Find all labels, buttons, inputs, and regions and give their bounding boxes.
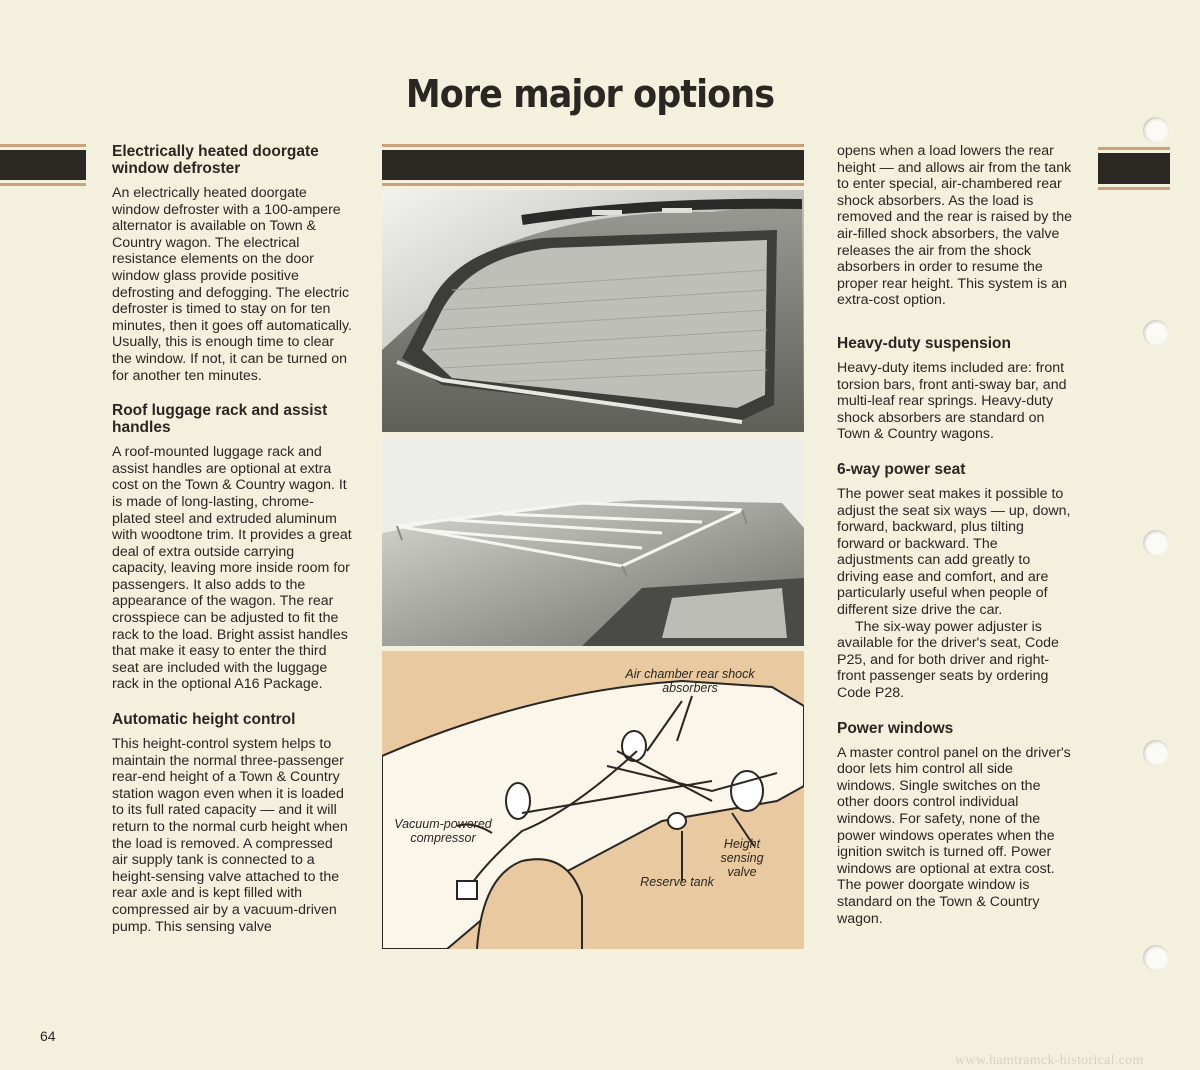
label-reserve-tank: Reserve tank — [640, 875, 714, 889]
right-stripe-top — [1098, 147, 1170, 150]
middle-stripe-top — [382, 144, 804, 147]
section-defroster — [112, 143, 352, 384]
page-number: 64 — [40, 1028, 56, 1044]
body-height-control: This height-control system helps to maintain the normal three-passenger rear-end height of a Town & Country station wagon even when it is loaded to its full rated capacity — and it will return to the normal curb height when the load is removed. A compressed air supply tank is connected to a height-sensing valve attached to the rear axle and is kept filled with compressed air by a vacuum-driven pump. This sensing valve — [112, 736, 348, 935]
binder-hole — [1143, 117, 1169, 143]
right-stripe-bottom — [1098, 187, 1170, 190]
section-power-seat — [837, 461, 1073, 702]
photo-luggage-rack — [382, 438, 804, 646]
heading-power-windows: Power windows — [837, 719, 954, 737]
section-luggage-rack — [112, 402, 352, 693]
binder-hole — [1143, 945, 1169, 971]
heading-defroster: Electrically heated doorgate window defroster — [112, 143, 319, 177]
section-heavy-duty-suspension — [837, 335, 1073, 443]
binder-hole — [1143, 320, 1169, 346]
source-credit: www.hamtramck-historical.com — [955, 1053, 1144, 1068]
body-defroster: An electrically heated doorgate window defroster with a 100-ampere alternator is available on Town & Country wagon. The electrical resistance elements on the door window glass provide positive defrosting and defogging. The electric defroster is timed to stay on for ten minutes, then it goes off automatically. Usually, this is enough time to clear the window. If not, it can be turned on for another ten minutes. — [112, 185, 353, 384]
label-compressor: Vacuum-powered compressor — [394, 817, 492, 845]
heading-power-seat: 6-way power seat — [837, 460, 966, 478]
heading-height-control: Automatic height control — [112, 711, 296, 729]
heading-luggage-rack: Roof luggage rack and assist handles — [112, 402, 328, 437]
right-bar — [1098, 153, 1170, 184]
body-power-windows: A master control panel on the driver's door lets him control all side windows. Single switches on the other doors control individual windows. For safety, none of the power windows operates when the ignition switch is turned off. Power windows are optional at extra cost. The power doorgate window is standard on the Town & Country wagon. — [837, 744, 1071, 927]
photo-rear-window — [382, 190, 804, 432]
diagram-height-control — [382, 651, 804, 949]
heading-heavy-duty-suspension: Heavy-duty suspension — [837, 334, 1011, 352]
right-column — [837, 143, 1073, 945]
left-stripe-top — [0, 144, 86, 147]
body-power-seat: The power seat makes it possible to adjust the seat six ways — up, down, forward, backward, plus tilting forward or backward. The adjustments can add greatly to driving ease and comfort, and are particularly useful when people of different size drive the car. — [837, 485, 1071, 619]
left-stripe-bottom — [0, 183, 86, 186]
label-air-chamber: Air chamber rear shock absorbers — [625, 667, 755, 695]
section-height-control — [112, 711, 352, 935]
body-height-control-continued: opens when a load lowers the rear height — and allows air from the tank to enter special, air-chambered rear shock absorbers. As the load is removed and the rear is raised by the air-filled shock absorbers, the valve releases the air from the shock absorbers in order to resume the proper rear height. This system is an extra-cost option. — [837, 143, 1073, 309]
body-power-seat-2: The six-way power adjuster is available for the driver's seat, Code P25, and for both driver and right-front passenger seats by ordering Code P28. — [837, 618, 1059, 702]
left-bar — [0, 150, 86, 180]
body-luggage-rack: A roof-mounted luggage rack and assist handles are optional at extra cost on the Town & Country wagon. It is made of long-lasting, chrome-plated steel and extruded aluminum with woodtone trim. It provides a great deal of extra outside carrying capacity, leaving more inside room for passengers. It also adds to the appearance of the wagon. The rear crosspiece can be adjusted to fit the rack to the load. Bright assist handles that make it easy to enter the third seat are included with the luggage rack in the optional A16 Package. — [112, 444, 352, 693]
body-heavy-duty-suspension: Heavy-duty items included are: front torsion bars, front anti-sway bar, and multi-leaf rear springs. Heavy-duty shock absorbers are standard on Town & Country wagons. — [837, 359, 1067, 443]
page-title: More major options — [405, 72, 775, 116]
binder-hole — [1143, 530, 1169, 556]
middle-bar — [382, 150, 804, 180]
left-column — [112, 143, 352, 953]
section-power-windows — [837, 720, 1073, 928]
label-height-valve: Height sensing valve — [720, 837, 764, 879]
binder-hole — [1143, 740, 1169, 766]
middle-stripe-bottom — [382, 183, 804, 186]
